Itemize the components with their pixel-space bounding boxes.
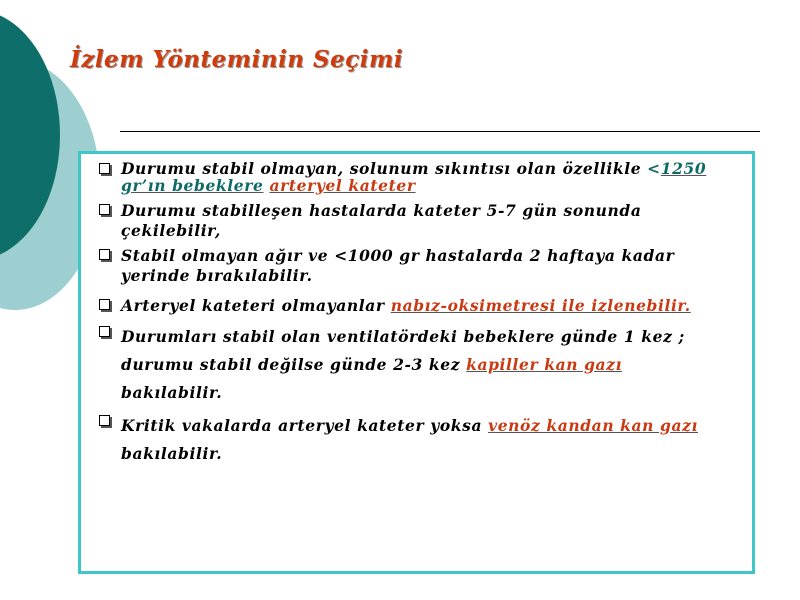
highlighted-text: 1250 (660, 159, 707, 178)
bullet-text: < (647, 159, 661, 178)
bullet-text: bakılabilir. (121, 444, 223, 463)
bullet-text: Durumu stabilleşen hastalarda kateter 5-7 gün sonunda (121, 201, 642, 220)
bullet-item (93, 296, 736, 316)
bullet-line (121, 412, 736, 440)
bullet-text: Durumu stabil olmayan, solunum sıkıntısı olan özellikle (121, 159, 648, 178)
bullet-line (121, 379, 736, 407)
highlighted-text: venöz kandan kan gazı (488, 416, 699, 435)
bullet-item (93, 412, 736, 468)
bullet-line (121, 440, 736, 468)
title-divider (120, 131, 760, 132)
bullet-text: Kritik vakalarda arteryel kateter yoksa (121, 416, 489, 435)
square-bullet-icon (99, 204, 110, 215)
bullet-line (121, 266, 736, 286)
bullet-item (93, 201, 736, 241)
highlighted-text: kapiller kan gazı (466, 355, 623, 374)
square-bullet-icon (99, 299, 110, 310)
bullet-line (121, 160, 736, 177)
bullet-item (93, 246, 736, 286)
highlighted-text: gr’ın bebeklere (121, 176, 264, 195)
square-bullet-icon (99, 163, 110, 174)
bullet-text: bakılabilir. (121, 383, 223, 402)
bullet-text: Durumları stabil olan ventilatördeki bebeklere günde 1 kez ; (121, 327, 685, 346)
bullet-line (121, 221, 736, 241)
bullet-text: yerinde bırakılabilir. (121, 266, 313, 285)
bullet-item (93, 323, 736, 407)
square-bullet-icon (99, 326, 110, 337)
bullet-line (121, 351, 736, 379)
content-box (78, 151, 755, 574)
slide-title: İzlem Yönteminin Seçimi (70, 46, 404, 73)
bullet-text: Arteryel kateteri olmayanlar (121, 296, 391, 315)
bullet-item (93, 160, 736, 194)
highlighted-text: arteryel kateter (269, 176, 416, 195)
square-bullet-icon (99, 415, 110, 426)
bullet-line (121, 246, 736, 266)
bullet-line (121, 201, 736, 221)
bullet-text: Stabil olmayan ağır ve <1000 gr hastalarda 2 haftaya kadar (121, 246, 675, 265)
bullet-text: durumu stabil değilse günde 2-3 kez (121, 355, 467, 374)
bullet-text: çekilebilir, (121, 221, 221, 240)
bullet-list (93, 160, 736, 468)
bullet-line (121, 323, 736, 351)
highlighted-text: nabız-oksimetresi ile izlenebilir. (390, 296, 691, 315)
bullet-line (121, 177, 736, 194)
square-bullet-icon (99, 249, 110, 260)
bullet-line (121, 296, 736, 316)
